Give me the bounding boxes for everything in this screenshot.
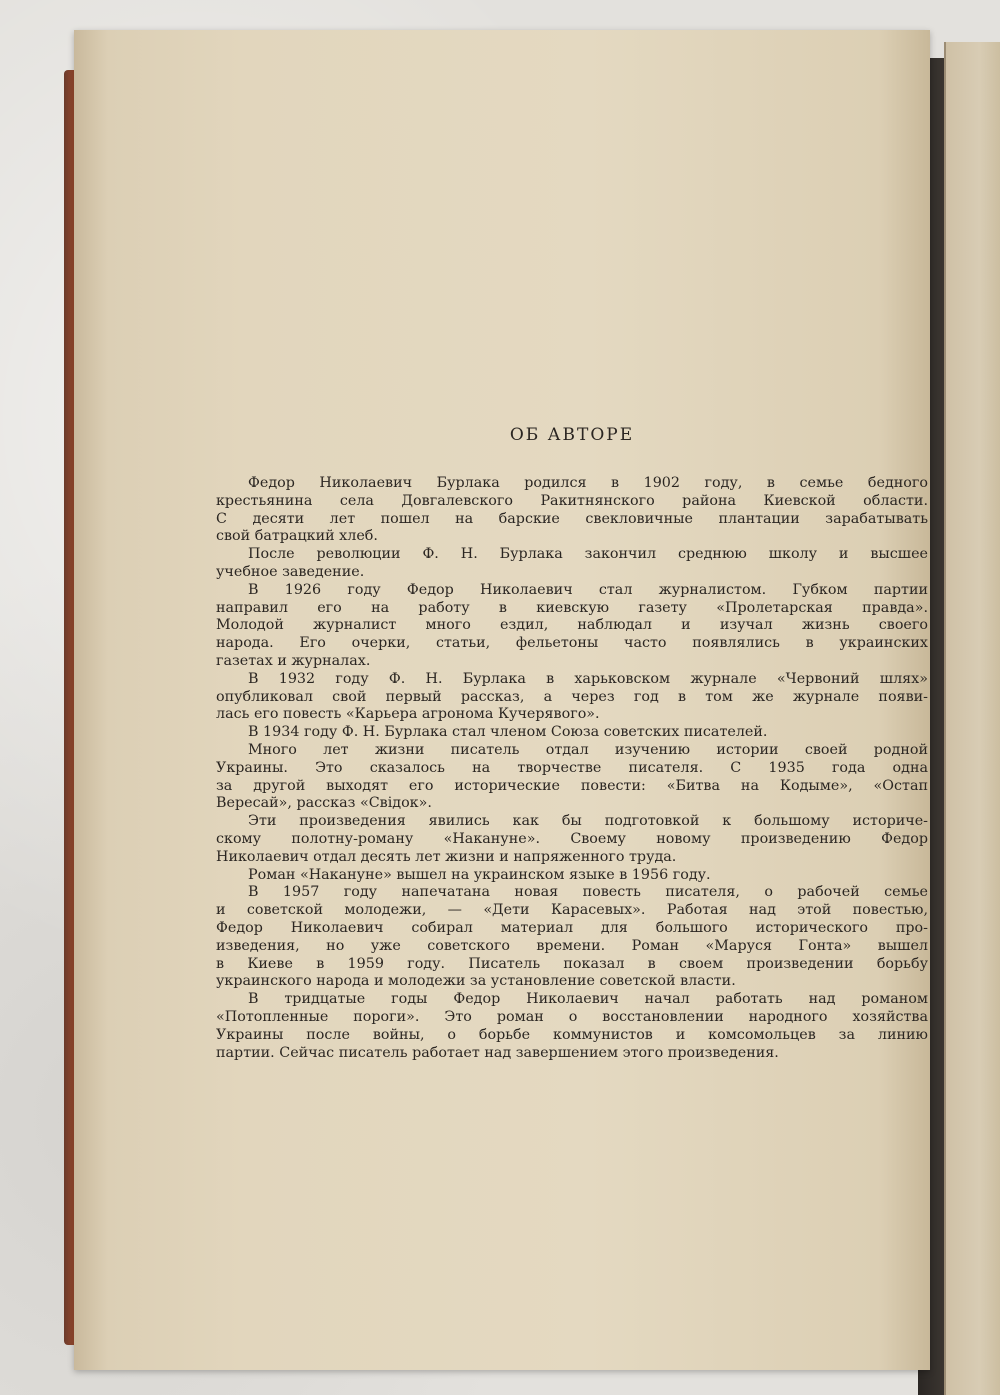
text-line: газетах и журналах. (216, 652, 371, 669)
text-line: С десяти лет пошел на барские свекловичные плантации зарабатывать (216, 510, 928, 527)
text-line: В тридцатые годы Федор Николаевич начал работать над романом (248, 991, 928, 1008)
paragraph (216, 867, 928, 885)
book-page (74, 30, 930, 1370)
text-line: Эти произведения явились как бы подготовкой к большому историче- (248, 813, 928, 830)
text-line: Федор Николаевич собирал материал для большого исторического про- (216, 919, 928, 936)
paragraph (216, 742, 928, 813)
page-title: ОБ АВТОРЕ (509, 425, 635, 445)
text-line: лась его повесть «Карьера агронома Кучерявого». (216, 706, 600, 723)
text-line: В 1926 году Федор Николаевич стал журналистом. Губком партии (248, 581, 928, 598)
text-line: скому полотну-роману «Накануне». Своему новому произведению Федор (216, 830, 928, 847)
text-line: в Киеве в 1959 году. Писатель показал в своем произведении борьбу (216, 955, 928, 972)
text-line: украинского народа и молодежи за установление советской власти. (216, 973, 736, 990)
text-line: Николаевич отдал десять лет жизни и напряженного труда. (216, 848, 677, 865)
paragraph (216, 991, 928, 1062)
text-line: свой батрацкий хлеб. (216, 528, 378, 545)
text-line: Роман «Накануне» вышел на украинском языке в 1956 году. (248, 866, 711, 883)
text-line: Украины. Это сказалось на творчестве писателя. С 1935 года одна (216, 759, 928, 776)
text-line: «Потопленные пороги». Это роман о восстановлении народного хозяйства (216, 1008, 928, 1025)
text-line: В 1932 году Ф. Н. Бурлака в харьковском журнале «Червоний шлях» (248, 670, 928, 687)
text-line: изведения, но уже советского времени. Роман «Маруся Гонта» вышел (216, 937, 928, 954)
text-line: В 1957 году напечатана новая повесть писателя, о рабочей семье (248, 884, 928, 901)
text-line: В 1934 году Ф. Н. Бурлака стал членом Союза советских писателей. (248, 724, 768, 741)
facing-page-edge (944, 42, 1000, 1395)
paragraph (216, 582, 928, 671)
text-line: Много лет жизни писатель отдал изучению истории своей родной (248, 741, 928, 758)
paragraph (216, 546, 928, 582)
text-line: народа. Его очерки, статьи, фельетоны часто появлялись в украинских (216, 635, 928, 652)
paragraph (216, 724, 928, 742)
text-line: опубликовал свой первый рассказ, а через год в том же журнале появи- (216, 688, 928, 705)
text-line: за другой выходят его исторические повести: «Битва на Кодыме», «Остап (216, 777, 928, 794)
text-line: Молодой журналист много ездил, наблюдал и изучал жизнь своего (216, 617, 928, 634)
text-line: партии. Сейчас писатель работает над завершением этого произведения. (216, 1044, 779, 1061)
page-text (216, 425, 928, 1062)
text-line: Вересай», рассказ «Свідок». (216, 795, 432, 812)
paragraph (216, 671, 928, 724)
paragraph (216, 813, 928, 866)
paragraph (216, 884, 928, 991)
text-line: и советской молодежи, — «Дети Карасевых». Работая над этой повестью, (216, 902, 928, 919)
text-line: направил его на работу в киевскую газету «Пролетарская правда». (216, 599, 928, 616)
text-line: После революции Ф. Н. Бурлака закончил среднюю школу и высшее (248, 546, 928, 563)
paragraph (216, 475, 928, 546)
text-line: крестьянина села Довгалевского Ракитнянского района Киевской области. (216, 492, 928, 509)
paragraph-container (216, 475, 928, 1062)
text-line: Украины после войны, о борьбе коммунистов и комсомольцев за линию (216, 1026, 928, 1043)
text-line: учебное заведение. (216, 563, 365, 580)
text-line: Федор Николаевич Бурлака родился в 1902 году, в семье бедного (248, 475, 928, 491)
